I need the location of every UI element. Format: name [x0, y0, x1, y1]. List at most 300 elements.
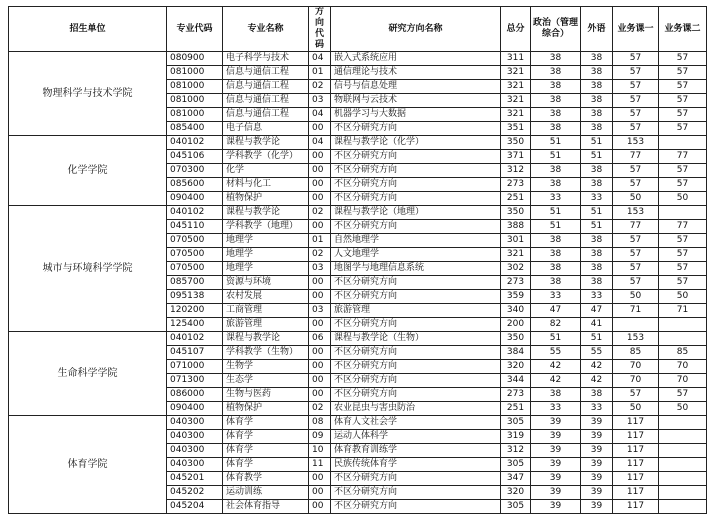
major-cell: 体育学 [223, 458, 309, 472]
foreign-cell: 41 [581, 318, 613, 332]
total-cell: 321 [501, 248, 531, 262]
foreign-cell: 38 [581, 94, 613, 108]
politics-cell: 38 [531, 262, 581, 276]
course2-cell: 57 [659, 248, 707, 262]
dir-code-cell: 00 [309, 220, 331, 234]
score-table [8, 6, 707, 514]
table-body [9, 52, 707, 514]
course2-cell: 77 [659, 150, 707, 164]
code-cell: 040300 [167, 430, 223, 444]
course2-cell: 77 [659, 220, 707, 234]
major-cell: 化学 [223, 164, 309, 178]
direction-cell: 嵌入式系统应用 [331, 52, 501, 66]
politics-cell: 33 [531, 290, 581, 304]
dir-code-cell: 03 [309, 94, 331, 108]
code-cell: 095138 [167, 290, 223, 304]
major-cell: 体育学 [223, 430, 309, 444]
unit-cell: 城市与环境科学学院 [9, 206, 167, 332]
total-cell: 311 [501, 52, 531, 66]
total-cell: 320 [501, 360, 531, 374]
code-cell: 040300 [167, 458, 223, 472]
course2-cell: 50 [659, 402, 707, 416]
course2-cell: 57 [659, 94, 707, 108]
major-cell: 信息与通信工程 [223, 80, 309, 94]
politics-cell: 55 [531, 346, 581, 360]
total-cell: 350 [501, 206, 531, 220]
major-cell: 生物与医药 [223, 388, 309, 402]
major-cell: 课程与教学论 [223, 136, 309, 150]
header-politics: 政治（管理综合） [531, 7, 581, 52]
politics-cell: 39 [531, 500, 581, 514]
politics-cell: 51 [531, 136, 581, 150]
direction-cell: 不区分研究方向 [331, 472, 501, 486]
direction-cell: 人文地理学 [331, 248, 501, 262]
dir-code-cell: 00 [309, 318, 331, 332]
direction-cell: 地图学与地理信息系统 [331, 262, 501, 276]
header-foreign: 外语 [581, 7, 613, 52]
dir-code-cell: 00 [309, 192, 331, 206]
dir-code-cell: 00 [309, 360, 331, 374]
dir-code-cell: 10 [309, 444, 331, 458]
course2-cell: 57 [659, 66, 707, 80]
total-cell: 305 [501, 500, 531, 514]
direction-cell: 不区分研究方向 [331, 500, 501, 514]
direction-cell: 民族传统体育学 [331, 458, 501, 472]
dir-code-cell: 03 [309, 262, 331, 276]
major-cell: 电子信息 [223, 122, 309, 136]
politics-cell: 51 [531, 220, 581, 234]
code-cell: 045107 [167, 346, 223, 360]
direction-cell: 旅游管理 [331, 304, 501, 318]
direction-cell: 不区分研究方向 [331, 290, 501, 304]
code-cell: 071000 [167, 360, 223, 374]
total-cell: 251 [501, 402, 531, 416]
course1-cell: 50 [613, 402, 659, 416]
code-cell: 081000 [167, 108, 223, 122]
foreign-cell: 39 [581, 444, 613, 458]
code-cell: 040102 [167, 206, 223, 220]
course2-cell [659, 416, 707, 430]
code-cell: 081000 [167, 94, 223, 108]
politics-cell: 38 [531, 164, 581, 178]
total-cell: 273 [501, 276, 531, 290]
politics-cell: 39 [531, 430, 581, 444]
table-row [9, 52, 707, 66]
foreign-cell: 38 [581, 388, 613, 402]
major-cell: 材料与化工 [223, 178, 309, 192]
dir-code-cell: 00 [309, 178, 331, 192]
total-cell: 350 [501, 332, 531, 346]
course2-cell: 85 [659, 346, 707, 360]
politics-cell: 38 [531, 94, 581, 108]
course1-cell: 57 [613, 108, 659, 122]
header-course2: 业务课二 [659, 7, 707, 52]
politics-cell: 39 [531, 444, 581, 458]
major-cell: 体育教学 [223, 472, 309, 486]
total-cell: 371 [501, 150, 531, 164]
table-row [9, 206, 707, 220]
course1-cell: 57 [613, 388, 659, 402]
total-cell: 340 [501, 304, 531, 318]
dir-code-cell: 00 [309, 486, 331, 500]
foreign-cell: 38 [581, 122, 613, 136]
politics-cell: 42 [531, 374, 581, 388]
header-unit: 招生单位 [9, 7, 167, 52]
total-cell: 312 [501, 444, 531, 458]
code-cell: 081000 [167, 80, 223, 94]
table-row [9, 332, 707, 346]
politics-cell: 38 [531, 178, 581, 192]
dir-code-cell: 00 [309, 164, 331, 178]
direction-cell: 不区分研究方向 [331, 486, 501, 500]
course1-cell: 50 [613, 290, 659, 304]
politics-cell: 51 [531, 206, 581, 220]
course2-cell: 70 [659, 360, 707, 374]
dir-code-cell: 01 [309, 234, 331, 248]
course2-cell [659, 318, 707, 332]
foreign-cell: 51 [581, 136, 613, 150]
foreign-cell: 38 [581, 178, 613, 192]
code-cell: 090400 [167, 402, 223, 416]
direction-cell: 体育教育训练学 [331, 444, 501, 458]
major-cell: 课程与教学论 [223, 332, 309, 346]
total-cell: 344 [501, 374, 531, 388]
course1-cell: 57 [613, 52, 659, 66]
total-cell: 359 [501, 290, 531, 304]
major-cell: 学科教学（生物） [223, 346, 309, 360]
course2-cell [659, 500, 707, 514]
dir-code-cell: 02 [309, 80, 331, 94]
dir-code-cell: 03 [309, 304, 331, 318]
code-cell: 040102 [167, 136, 223, 150]
foreign-cell: 39 [581, 486, 613, 500]
course1-cell: 153 [613, 136, 659, 150]
unit-cell: 体育学院 [9, 416, 167, 514]
total-cell: 200 [501, 318, 531, 332]
dir-code-cell: 04 [309, 52, 331, 66]
total-cell: 305 [501, 416, 531, 430]
dir-code-cell: 00 [309, 290, 331, 304]
major-cell: 电子科学与技术 [223, 52, 309, 66]
politics-cell: 38 [531, 66, 581, 80]
header-major: 专业名称 [223, 7, 309, 52]
politics-cell: 39 [531, 486, 581, 500]
course1-cell: 57 [613, 178, 659, 192]
total-cell: 321 [501, 80, 531, 94]
foreign-cell: 38 [581, 108, 613, 122]
politics-cell: 51 [531, 150, 581, 164]
course1-cell: 153 [613, 332, 659, 346]
course2-cell [659, 206, 707, 220]
course2-cell: 71 [659, 304, 707, 318]
foreign-cell: 38 [581, 80, 613, 94]
course2-cell [659, 332, 707, 346]
total-cell: 312 [501, 164, 531, 178]
total-cell: 351 [501, 122, 531, 136]
foreign-cell: 38 [581, 66, 613, 80]
politics-cell: 82 [531, 318, 581, 332]
foreign-cell: 38 [581, 164, 613, 178]
course2-cell: 50 [659, 290, 707, 304]
direction-cell: 自然地理学 [331, 234, 501, 248]
direction-cell: 运动人体科学 [331, 430, 501, 444]
course1-cell: 153 [613, 206, 659, 220]
major-cell: 农村发展 [223, 290, 309, 304]
direction-cell: 不区分研究方向 [331, 220, 501, 234]
politics-cell: 38 [531, 122, 581, 136]
total-cell: 347 [501, 472, 531, 486]
total-cell: 350 [501, 136, 531, 150]
total-cell: 321 [501, 66, 531, 80]
code-cell: 085600 [167, 178, 223, 192]
total-cell: 302 [501, 262, 531, 276]
major-cell: 体育学 [223, 444, 309, 458]
foreign-cell: 47 [581, 304, 613, 318]
dir-code-cell: 04 [309, 136, 331, 150]
course1-cell: 57 [613, 262, 659, 276]
total-cell: 321 [501, 108, 531, 122]
major-cell: 信息与通信工程 [223, 66, 309, 80]
code-cell: 045201 [167, 472, 223, 486]
foreign-cell: 51 [581, 150, 613, 164]
foreign-cell: 39 [581, 472, 613, 486]
course1-cell [613, 318, 659, 332]
politics-cell: 38 [531, 234, 581, 248]
foreign-cell: 33 [581, 402, 613, 416]
major-cell: 旅游管理 [223, 318, 309, 332]
dir-code-cell: 02 [309, 206, 331, 220]
course1-cell: 57 [613, 80, 659, 94]
politics-cell: 38 [531, 388, 581, 402]
politics-cell: 33 [531, 192, 581, 206]
course2-cell: 57 [659, 388, 707, 402]
header-direction: 研究方向名称 [331, 7, 501, 52]
course2-cell: 57 [659, 164, 707, 178]
course2-cell: 57 [659, 178, 707, 192]
code-cell: 040102 [167, 332, 223, 346]
code-cell: 125400 [167, 318, 223, 332]
direction-cell: 农业昆虫与害虫防治 [331, 402, 501, 416]
politics-cell: 38 [531, 52, 581, 66]
foreign-cell: 33 [581, 290, 613, 304]
course2-cell [659, 486, 707, 500]
major-cell: 植物保护 [223, 192, 309, 206]
header-code: 专业代码 [167, 7, 223, 52]
course2-cell: 57 [659, 52, 707, 66]
direction-cell: 不区分研究方向 [331, 346, 501, 360]
direction-cell: 不区分研究方向 [331, 150, 501, 164]
direction-cell: 体育人文社会学 [331, 416, 501, 430]
total-cell: 388 [501, 220, 531, 234]
direction-cell: 课程与教学论（生物） [331, 332, 501, 346]
course1-cell: 117 [613, 458, 659, 472]
major-cell: 学科教学（化学） [223, 150, 309, 164]
direction-cell: 不区分研究方向 [331, 276, 501, 290]
course1-cell: 71 [613, 304, 659, 318]
header-course1: 业务课一 [613, 7, 659, 52]
foreign-cell: 33 [581, 192, 613, 206]
direction-cell: 不区分研究方向 [331, 192, 501, 206]
table-row [9, 136, 707, 150]
course1-cell: 117 [613, 500, 659, 514]
dir-code-cell: 06 [309, 332, 331, 346]
direction-cell: 课程与教学论（地理） [331, 206, 501, 220]
dir-code-cell: 04 [309, 108, 331, 122]
foreign-cell: 38 [581, 52, 613, 66]
code-cell: 040300 [167, 444, 223, 458]
course2-cell [659, 430, 707, 444]
direction-cell: 不区分研究方向 [331, 360, 501, 374]
dir-code-cell: 01 [309, 66, 331, 80]
dir-code-cell: 02 [309, 402, 331, 416]
code-cell: 086000 [167, 388, 223, 402]
code-cell: 081000 [167, 66, 223, 80]
major-cell: 工商管理 [223, 304, 309, 318]
dir-code-cell: 00 [309, 472, 331, 486]
direction-cell: 不区分研究方向 [331, 318, 501, 332]
foreign-cell: 39 [581, 416, 613, 430]
total-cell: 321 [501, 94, 531, 108]
table-row [9, 416, 707, 430]
code-cell: 071300 [167, 374, 223, 388]
foreign-cell: 39 [581, 500, 613, 514]
direction-cell: 机器学习与大数据 [331, 108, 501, 122]
course2-cell [659, 472, 707, 486]
major-cell: 生态学 [223, 374, 309, 388]
major-cell: 社会体育指导 [223, 500, 309, 514]
dir-code-cell: 08 [309, 416, 331, 430]
foreign-cell: 42 [581, 360, 613, 374]
dir-code-cell: 11 [309, 458, 331, 472]
foreign-cell: 38 [581, 248, 613, 262]
politics-cell: 33 [531, 402, 581, 416]
course1-cell: 117 [613, 486, 659, 500]
course1-cell: 77 [613, 220, 659, 234]
foreign-cell: 39 [581, 430, 613, 444]
dir-code-cell: 00 [309, 346, 331, 360]
major-cell: 课程与教学论 [223, 206, 309, 220]
major-cell: 生物学 [223, 360, 309, 374]
direction-cell: 课程与教学论（化学） [331, 136, 501, 150]
course1-cell: 70 [613, 374, 659, 388]
code-cell: 085700 [167, 276, 223, 290]
code-cell: 085400 [167, 122, 223, 136]
code-cell: 045110 [167, 220, 223, 234]
code-cell: 070500 [167, 234, 223, 248]
major-cell: 信息与通信工程 [223, 94, 309, 108]
code-cell: 070500 [167, 262, 223, 276]
code-cell: 080900 [167, 52, 223, 66]
course2-cell [659, 444, 707, 458]
course1-cell: 57 [613, 234, 659, 248]
course2-cell: 57 [659, 262, 707, 276]
unit-cell: 化学学院 [9, 136, 167, 206]
code-cell: 045106 [167, 150, 223, 164]
total-cell: 251 [501, 192, 531, 206]
major-cell: 地理学 [223, 234, 309, 248]
code-cell: 045204 [167, 500, 223, 514]
course1-cell: 85 [613, 346, 659, 360]
course1-cell: 77 [613, 150, 659, 164]
politics-cell: 47 [531, 304, 581, 318]
politics-cell: 51 [531, 332, 581, 346]
foreign-cell: 51 [581, 220, 613, 234]
code-cell: 120200 [167, 304, 223, 318]
unit-cell: 生命科学学院 [9, 332, 167, 416]
code-cell: 070300 [167, 164, 223, 178]
total-cell: 305 [501, 458, 531, 472]
direction-cell: 不区分研究方向 [331, 164, 501, 178]
foreign-cell: 38 [581, 234, 613, 248]
politics-cell: 39 [531, 458, 581, 472]
politics-cell: 39 [531, 472, 581, 486]
direction-cell: 物联网与云技术 [331, 94, 501, 108]
course1-cell: 57 [613, 248, 659, 262]
course2-cell: 50 [659, 192, 707, 206]
major-cell: 地理学 [223, 262, 309, 276]
total-cell: 273 [501, 178, 531, 192]
course1-cell: 117 [613, 444, 659, 458]
course1-cell: 117 [613, 472, 659, 486]
course2-cell [659, 458, 707, 472]
course1-cell: 57 [613, 66, 659, 80]
foreign-cell: 51 [581, 206, 613, 220]
course2-cell: 57 [659, 108, 707, 122]
direction-cell: 不区分研究方向 [331, 178, 501, 192]
total-cell: 301 [501, 234, 531, 248]
dir-code-cell: 00 [309, 374, 331, 388]
politics-cell: 38 [531, 276, 581, 290]
course2-cell: 57 [659, 122, 707, 136]
total-cell: 319 [501, 430, 531, 444]
code-cell: 090400 [167, 192, 223, 206]
major-cell: 信息与通信工程 [223, 108, 309, 122]
major-cell: 学科教学（地理） [223, 220, 309, 234]
header-dir-code: 方向代码 [309, 7, 331, 52]
direction-cell: 不区分研究方向 [331, 374, 501, 388]
course1-cell: 70 [613, 360, 659, 374]
direction-cell: 不区分研究方向 [331, 122, 501, 136]
direction-cell: 信号与信息处理 [331, 80, 501, 94]
code-cell: 070500 [167, 248, 223, 262]
foreign-cell: 38 [581, 262, 613, 276]
course2-cell: 57 [659, 234, 707, 248]
dir-code-cell: 09 [309, 430, 331, 444]
direction-cell: 通信理论与技术 [331, 66, 501, 80]
course2-cell [659, 136, 707, 150]
score-table-container [8, 6, 707, 514]
course1-cell: 50 [613, 192, 659, 206]
dir-code-cell: 00 [309, 122, 331, 136]
dir-code-cell: 00 [309, 500, 331, 514]
course1-cell: 57 [613, 122, 659, 136]
major-cell: 资源与环境 [223, 276, 309, 290]
politics-cell: 39 [531, 416, 581, 430]
course1-cell: 117 [613, 416, 659, 430]
politics-cell: 38 [531, 108, 581, 122]
course2-cell: 57 [659, 80, 707, 94]
major-cell: 地理学 [223, 248, 309, 262]
dir-code-cell: 00 [309, 388, 331, 402]
dir-code-cell: 00 [309, 276, 331, 290]
header-total: 总分 [501, 7, 531, 52]
code-cell: 045202 [167, 486, 223, 500]
course1-cell: 57 [613, 276, 659, 290]
course2-cell: 57 [659, 276, 707, 290]
total-cell: 273 [501, 388, 531, 402]
course2-cell: 70 [659, 374, 707, 388]
major-cell: 体育学 [223, 416, 309, 430]
